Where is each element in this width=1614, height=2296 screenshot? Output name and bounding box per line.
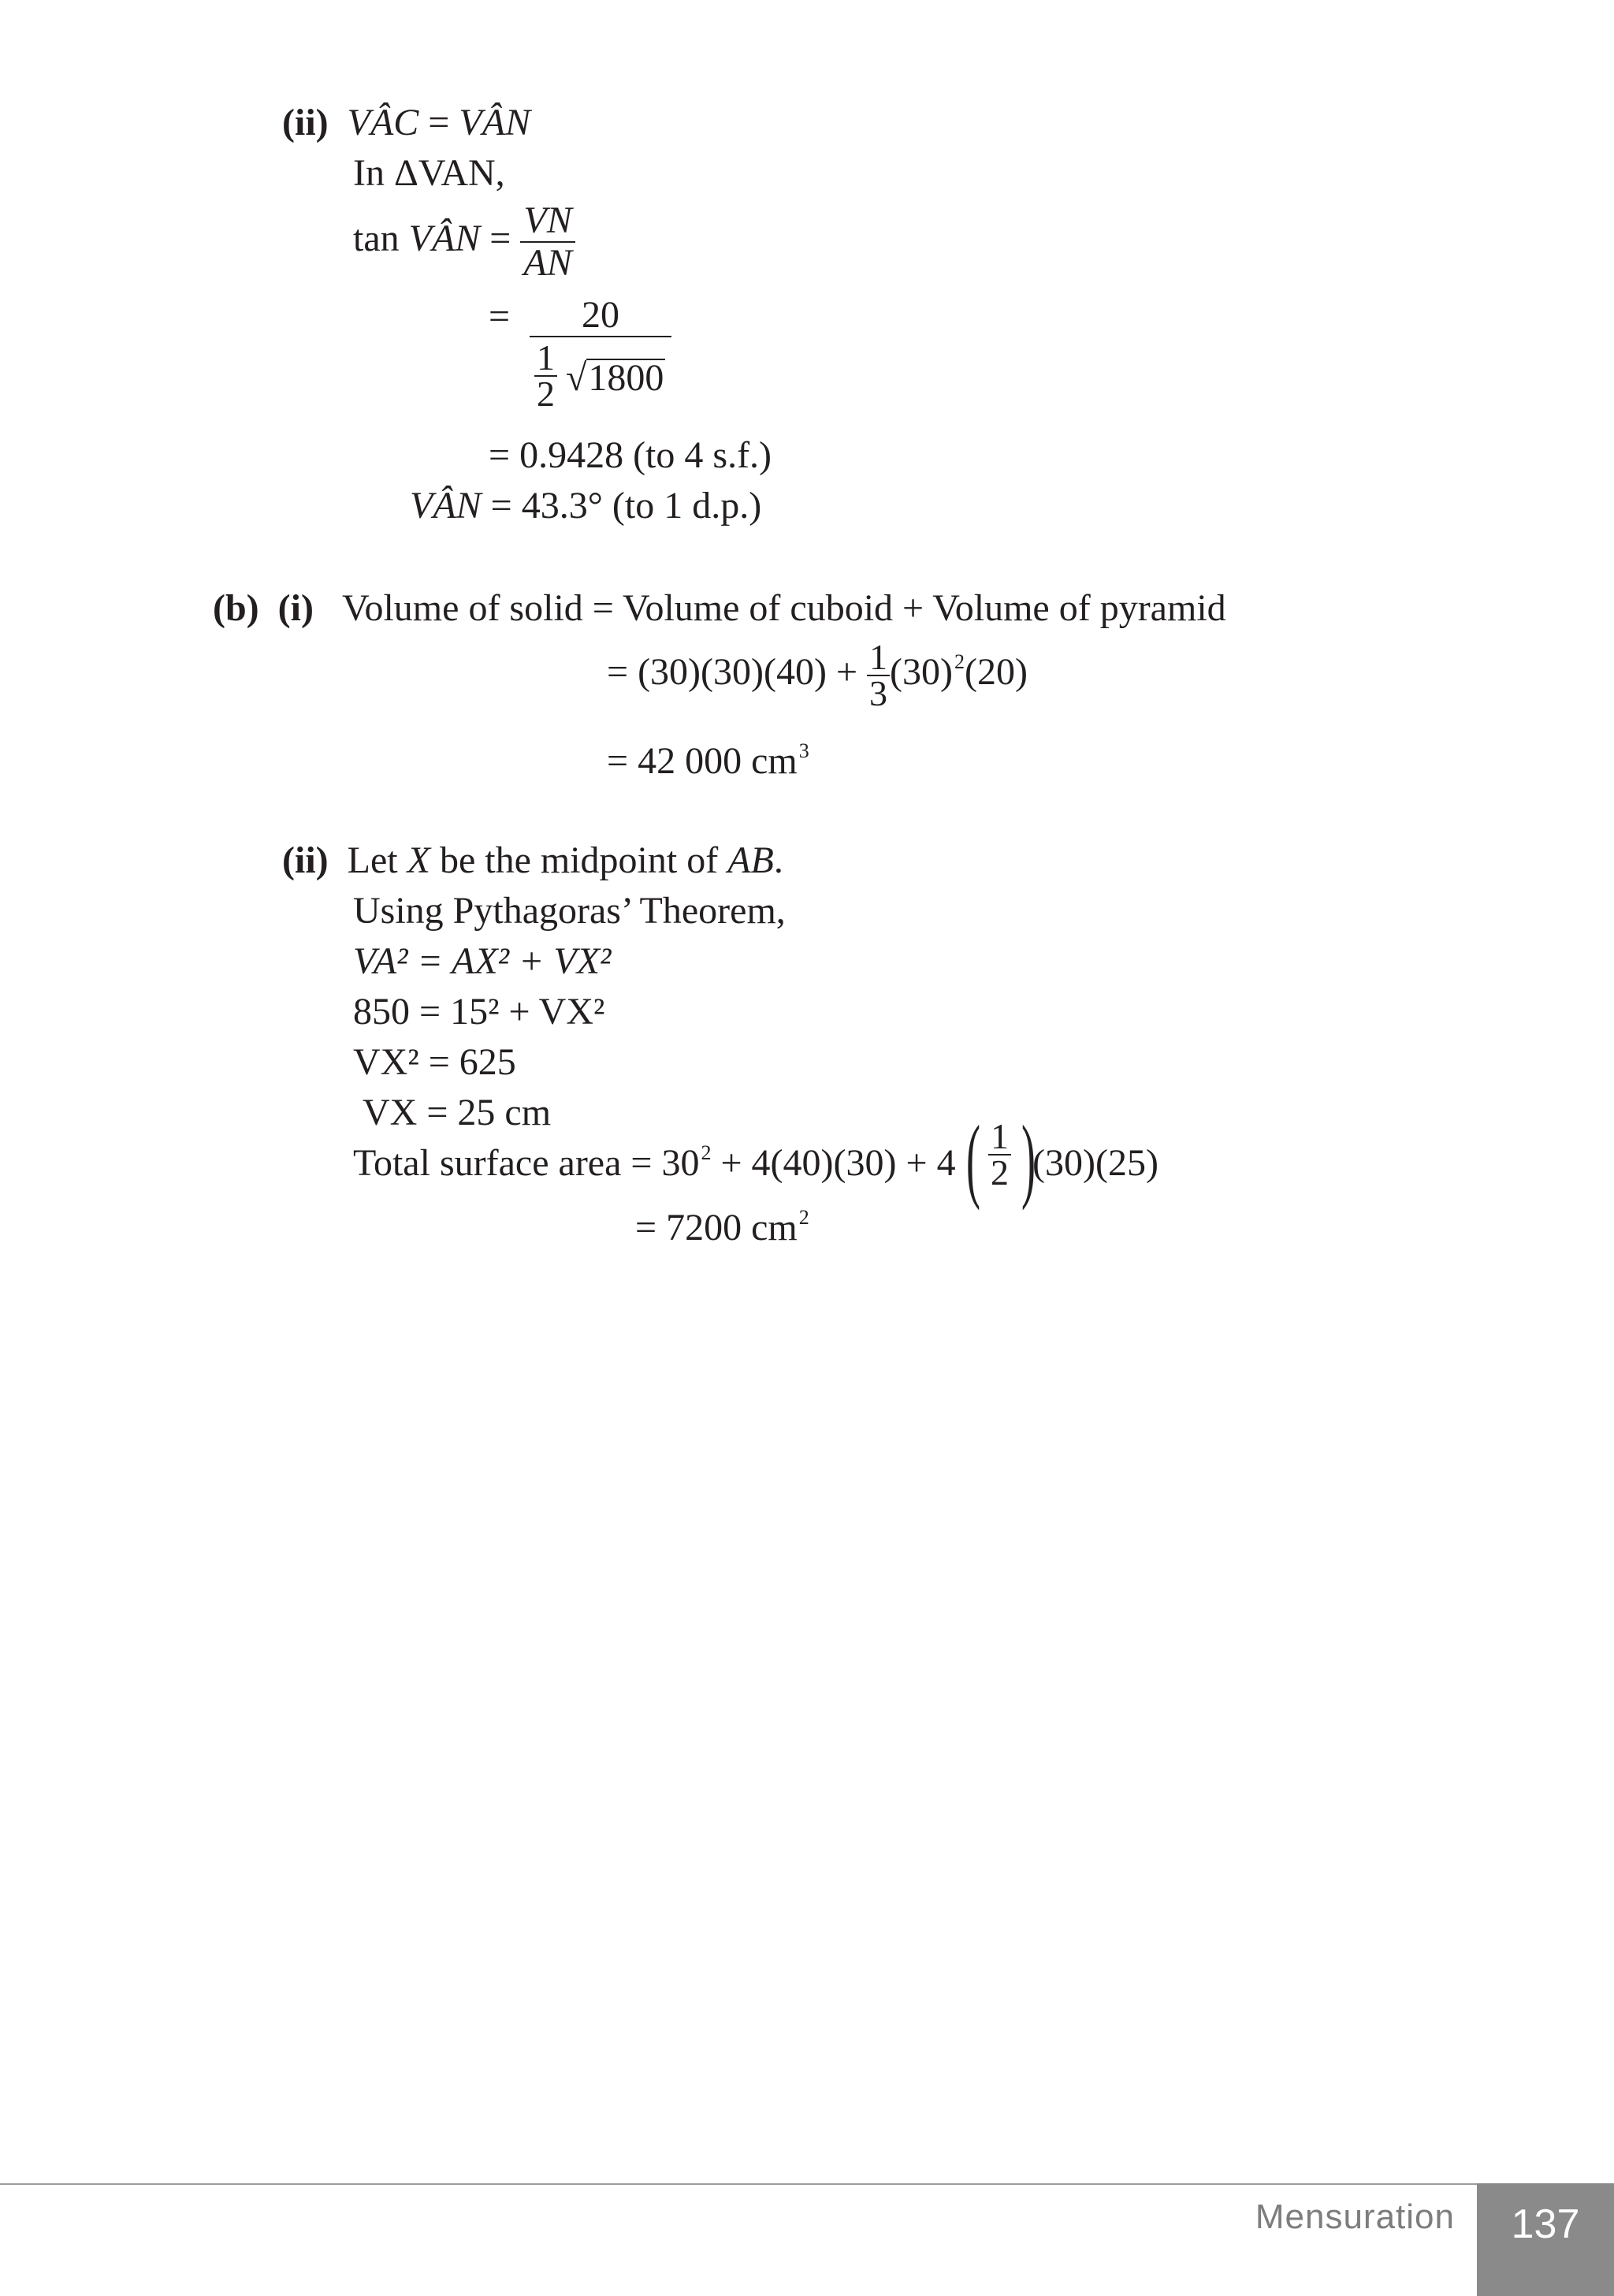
tan-step2: = xyxy=(489,296,511,337)
point-x: X xyxy=(407,839,430,881)
exponent: 2 xyxy=(701,1141,712,1164)
substitution-equation: 850 = 15² + VX² xyxy=(353,991,605,1033)
midpoint-text: be the midpoint of xyxy=(439,839,719,881)
b-ii-line1 xyxy=(282,839,783,883)
angle-van: VÂN xyxy=(459,102,531,143)
page-number: 137 xyxy=(1477,2183,1614,2296)
a-ii-line1: (ii) VÂC = VÂN xyxy=(282,102,531,143)
sqrt-1800: √1800 xyxy=(566,357,664,399)
b-i-label: (i) xyxy=(277,587,314,629)
volume-statement: Volume of solid = Volume of cuboid + Volume of pyramid xyxy=(341,587,1226,629)
volume-step1-b: (30) xyxy=(890,651,954,694)
b-ii-label: (ii) xyxy=(282,839,329,881)
half-denominator: 2 xyxy=(537,374,555,414)
tan-step3 xyxy=(489,434,772,478)
left-paren: ( xyxy=(966,1106,980,1211)
b-ii-line7 xyxy=(353,1141,956,1191)
surface-area-c: (30)(25) xyxy=(1032,1142,1158,1184)
vn-over-an-fraction xyxy=(520,200,575,284)
a-ii-line2 xyxy=(353,151,505,195)
one-third-den: 3 xyxy=(869,673,888,713)
fraction-numerator: VN xyxy=(520,200,575,243)
b-ii-line4 xyxy=(353,990,604,1034)
surface-area-a: Total surface area = 30 xyxy=(353,1142,700,1184)
in-triangle-text: In ΔVAN, xyxy=(353,152,505,194)
vx-squared: VX² = 625 xyxy=(353,1041,516,1083)
b-ii-line3 xyxy=(353,940,611,984)
pythagoras-equation: VA² = AX² + VX² xyxy=(353,940,612,982)
tan-prefix: tan xyxy=(353,218,400,260)
surface-area-result: = 7200 cm xyxy=(635,1207,798,1248)
half-numerator: 1 xyxy=(534,340,557,377)
one-half-num: 1 xyxy=(988,1119,1011,1155)
let-text: Let xyxy=(347,839,398,881)
b-ii-line6 xyxy=(363,1091,551,1135)
angle-result xyxy=(410,484,761,528)
exponent: 2 xyxy=(954,650,965,674)
result-angle: VÂN xyxy=(410,485,482,527)
one-half-fraction xyxy=(988,1116,1011,1193)
b-ii-line5 xyxy=(353,1040,516,1085)
volume-result: = 42 000 cm xyxy=(607,740,798,782)
a-ii-label: (ii) xyxy=(282,102,329,143)
b-i-line1 xyxy=(213,586,1226,631)
pythagoras-text: Using Pythagoras’ Theorem, xyxy=(353,890,786,932)
surface-area-b: + 4(40)(30) + 4 xyxy=(720,1142,956,1184)
one-third-fraction xyxy=(867,637,890,713)
radicand: 1800 xyxy=(588,357,664,399)
period: . xyxy=(773,839,783,881)
vx-value: VX = 25 cm xyxy=(363,1092,552,1133)
b-label: (b) xyxy=(213,587,259,629)
half-fraction xyxy=(534,337,557,414)
right-paren: ) xyxy=(1021,1106,1036,1211)
exponent: 3 xyxy=(798,739,809,762)
exponent: 2 xyxy=(798,1206,809,1229)
step2-numerator: 20 xyxy=(582,294,619,336)
tan-equation: tan VÂN = $\frac{VN}{AN}$ xyxy=(353,200,575,284)
b-ii-line8 xyxy=(635,1206,809,1256)
footer-chapter-title: Mensuration xyxy=(1255,2197,1455,2236)
volume-step1-c: (20) xyxy=(965,651,1028,694)
footer-rule xyxy=(0,2183,1477,2185)
b-i-line2 xyxy=(607,637,1028,713)
b-ii-line2 xyxy=(353,889,786,933)
result-value: = 43.3° (to 1 d.p.) xyxy=(490,485,762,527)
volume-step1-a: = (30)(30)(40) + xyxy=(607,651,858,694)
angle-vac: VÂC xyxy=(347,102,419,143)
segment-ab: AB xyxy=(727,839,774,881)
fraction-denominator: AN xyxy=(523,242,572,284)
one-third-num: 1 xyxy=(867,640,890,676)
tan-angle: VÂN xyxy=(408,218,481,260)
one-half-den: 2 xyxy=(991,1152,1009,1193)
b-ii-line7-c xyxy=(1032,1141,1158,1185)
b-i-line3 xyxy=(607,739,809,789)
tan-value: = 0.9428 (to 4 s.f.) xyxy=(489,434,772,476)
